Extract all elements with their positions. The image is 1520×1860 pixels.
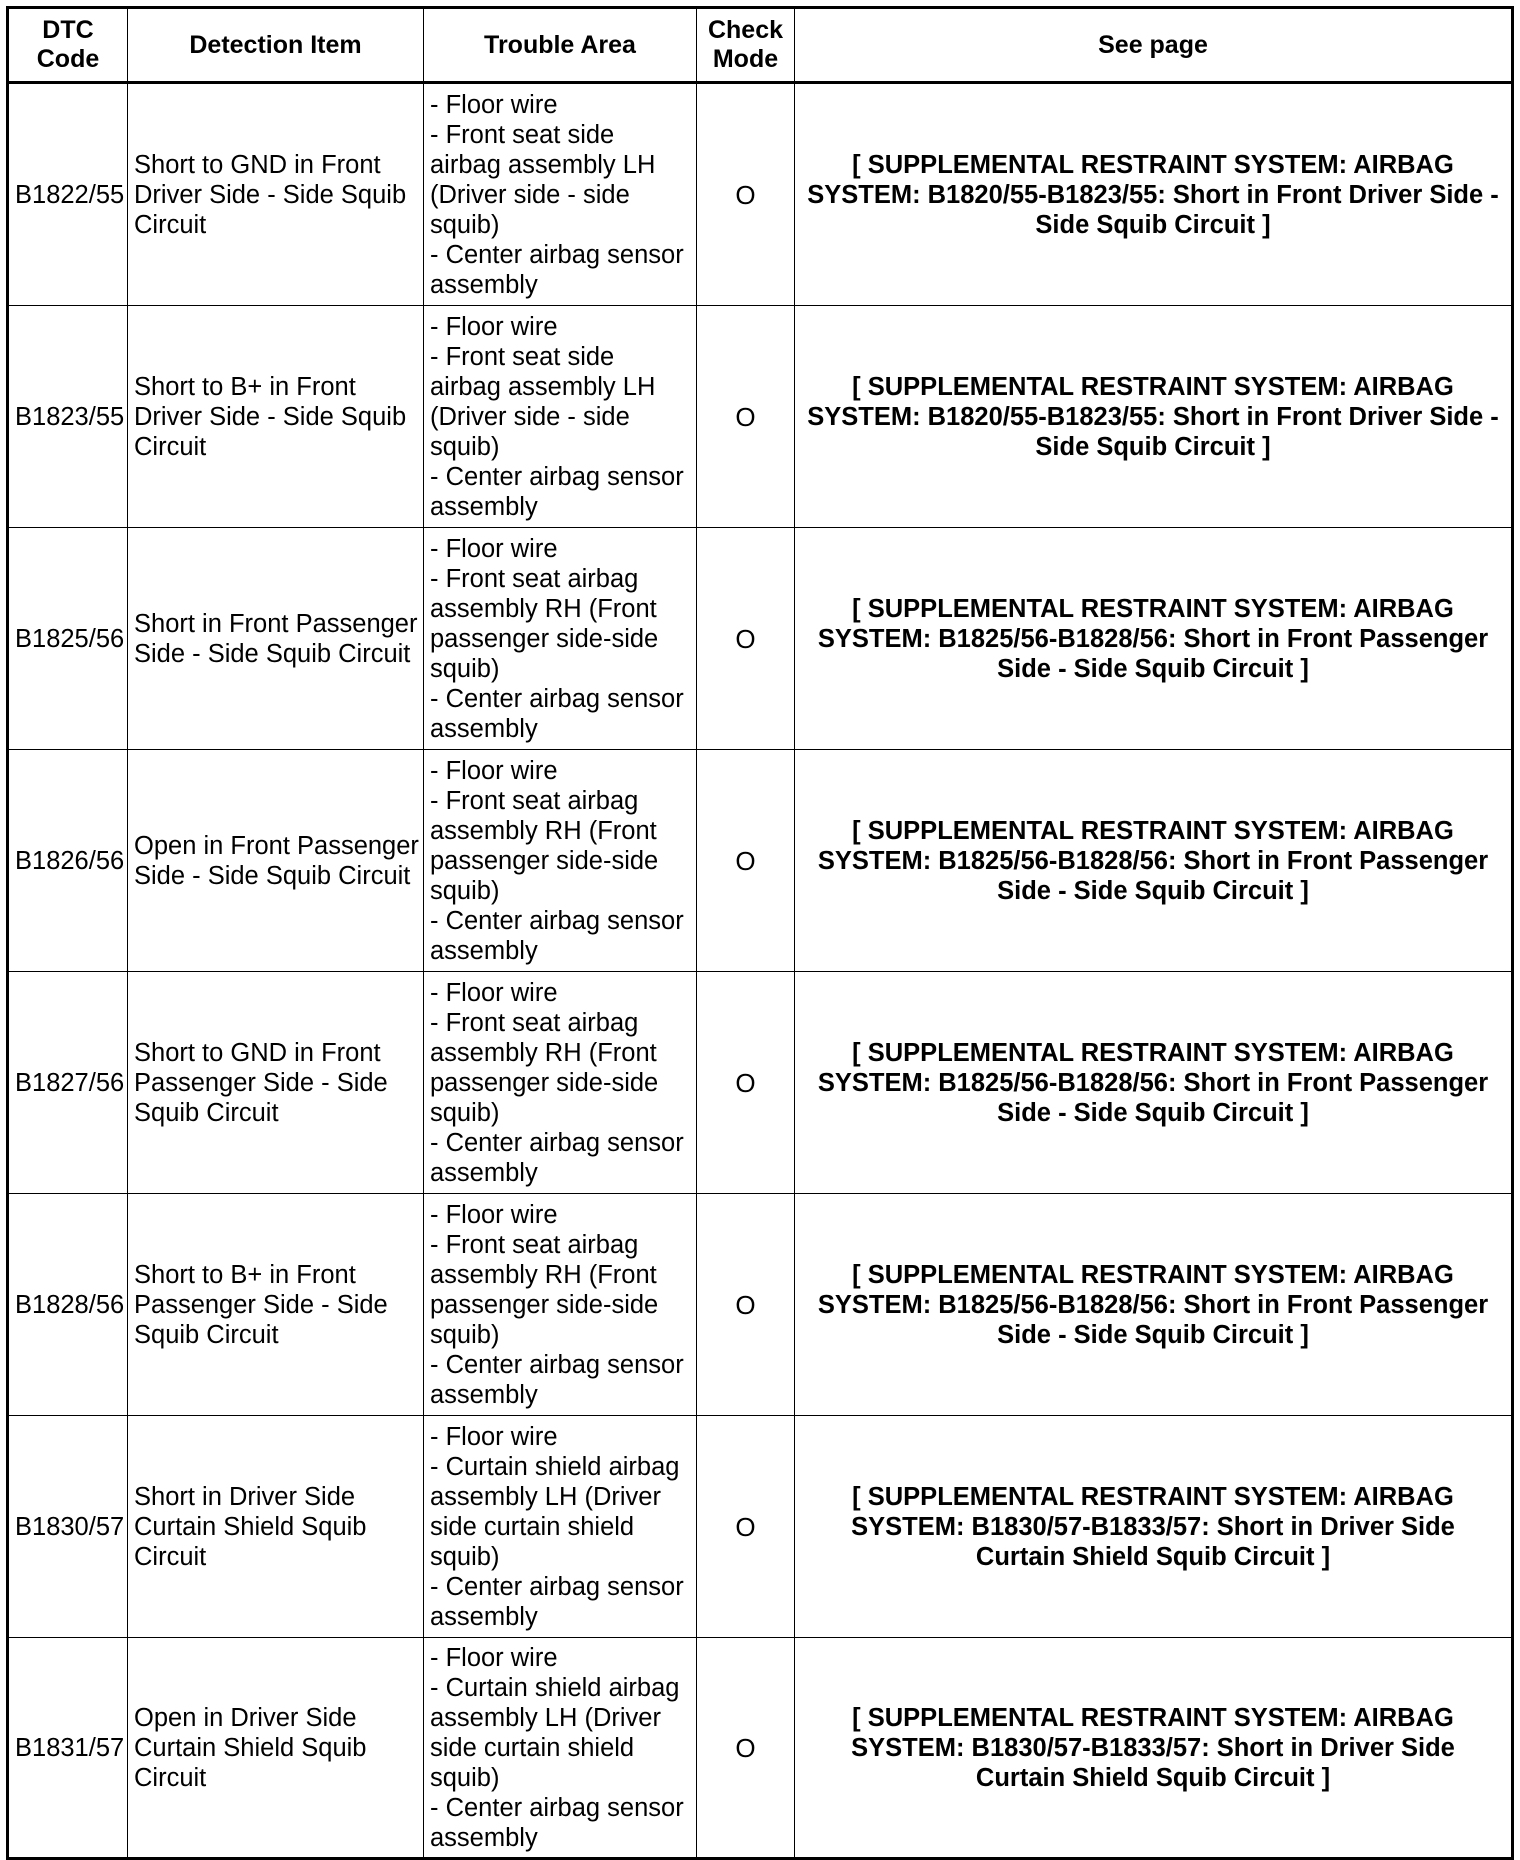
table-row <box>8 972 1513 1194</box>
table-row <box>8 528 1513 750</box>
table-row <box>8 83 1513 306</box>
dtc-code-cell: B1831/57 <box>8 1638 128 1859</box>
see-page-link[interactable]: [ SUPPLEMENTAL RESTRAINT SYSTEM: AIRBAG SYSTEM: B1825/56-B1828/56: Short in Front Passenger Side - Side Squib Circuit ] <box>795 750 1513 972</box>
trouble-area-cell: - Floor wire - Front seat airbag assembly RH (Front passenger side-side squib) - Center airbag sensor assembly <box>424 528 697 750</box>
table-row <box>8 306 1513 528</box>
detection-item-cell: Open in Front Passenger Side - Side Squib Circuit <box>128 750 424 972</box>
trouble-area-cell: - Floor wire - Front seat airbag assembly RH (Front passenger side-side squib) - Center airbag sensor assembly <box>424 750 697 972</box>
dtc-code-cell: B1825/56 <box>8 528 128 750</box>
detection-item-cell: Short to GND in Front Passenger Side - Side Squib Circuit <box>128 972 424 1194</box>
header-dtc-code: DTC Code <box>8 8 128 83</box>
header-trouble-area: Trouble Area <box>424 8 697 83</box>
check-mode-cell: O <box>697 1638 795 1859</box>
check-mode-cell: O <box>697 528 795 750</box>
trouble-area-cell: - Floor wire - Curtain shield airbag assembly LH (Driver side curtain shield squib) - Center airbag sensor assembly <box>424 1416 697 1638</box>
header-check-mode: Check Mode <box>697 8 795 83</box>
trouble-area-cell: - Floor wire - Front seat airbag assembly RH (Front passenger side-side squib) - Center airbag sensor assembly <box>424 1194 697 1416</box>
check-mode-cell: O <box>697 1194 795 1416</box>
table-row <box>8 1638 1513 1859</box>
check-mode-cell: O <box>697 306 795 528</box>
dtc-code-cell: B1823/55 <box>8 306 128 528</box>
header-see-page: See page <box>795 8 1513 83</box>
see-page-link[interactable]: [ SUPPLEMENTAL RESTRAINT SYSTEM: AIRBAG SYSTEM: B1830/57-B1833/57: Short in Driver Side Curtain Shield Squib Circuit ] <box>795 1416 1513 1638</box>
see-page-link[interactable]: [ SUPPLEMENTAL RESTRAINT SYSTEM: AIRBAG SYSTEM: B1830/57-B1833/57: Short in Driver Side Curtain Shield Squib Circuit ] <box>795 1638 1513 1859</box>
trouble-area-cell: - Floor wire - Front seat side airbag assembly LH (Driver side - side squib) - Center airbag sensor assembly <box>424 306 697 528</box>
table-row <box>8 750 1513 972</box>
dtc-code-cell: B1822/55 <box>8 83 128 306</box>
dtc-code-cell: B1830/57 <box>8 1416 128 1638</box>
trouble-area-cell: - Floor wire - Front seat side airbag assembly LH (Driver side - side squib) - Center airbag sensor assembly <box>424 83 697 306</box>
see-page-link[interactable]: [ SUPPLEMENTAL RESTRAINT SYSTEM: AIRBAG SYSTEM: B1825/56-B1828/56: Short in Front Passenger Side - Side Squib Circuit ] <box>795 972 1513 1194</box>
table-row <box>8 1416 1513 1638</box>
check-mode-cell: O <box>697 1416 795 1638</box>
see-page-link[interactable]: [ SUPPLEMENTAL RESTRAINT SYSTEM: AIRBAG SYSTEM: B1820/55-B1823/55: Short in Front Driver Side - Side Squib Circuit ] <box>795 306 1513 528</box>
see-page-link[interactable]: [ SUPPLEMENTAL RESTRAINT SYSTEM: AIRBAG SYSTEM: B1820/55-B1823/55: Short in Front Driver Side - Side Squib Circuit ] <box>795 83 1513 306</box>
detection-item-cell: Short in Front Passenger Side - Side Squib Circuit <box>128 528 424 750</box>
dtc-code-cell: B1827/56 <box>8 972 128 1194</box>
table-row <box>8 1194 1513 1416</box>
dtc-code-cell: B1826/56 <box>8 750 128 972</box>
trouble-area-cell: - Floor wire - Front seat airbag assembly RH (Front passenger side-side squib) - Center airbag sensor assembly <box>424 972 697 1194</box>
check-mode-cell: O <box>697 972 795 1194</box>
see-page-link[interactable]: [ SUPPLEMENTAL RESTRAINT SYSTEM: AIRBAG SYSTEM: B1825/56-B1828/56: Short in Front Passenger Side - Side Squib Circuit ] <box>795 528 1513 750</box>
trouble-area-cell: - Floor wire - Curtain shield airbag assembly LH (Driver side curtain shield squib) - Center airbag sensor assembly <box>424 1638 697 1859</box>
detection-item-cell: Open in Driver Side Curtain Shield Squib Circuit <box>128 1638 424 1859</box>
check-mode-cell: O <box>697 83 795 306</box>
dtc-code-cell: B1828/56 <box>8 1194 128 1416</box>
table-header-row <box>8 8 1513 83</box>
header-detection-item: Detection Item <box>128 8 424 83</box>
detection-item-cell: Short to GND in Front Driver Side - Side Squib Circuit <box>128 83 424 306</box>
see-page-link[interactable]: [ SUPPLEMENTAL RESTRAINT SYSTEM: AIRBAG SYSTEM: B1825/56-B1828/56: Short in Front Passenger Side - Side Squib Circuit ] <box>795 1194 1513 1416</box>
detection-item-cell: Short to B+ in Front Driver Side - Side Squib Circuit <box>128 306 424 528</box>
dtc-table <box>6 6 1514 1860</box>
check-mode-cell: O <box>697 750 795 972</box>
detection-item-cell: Short in Driver Side Curtain Shield Squib Circuit <box>128 1416 424 1638</box>
detection-item-cell: Short to B+ in Front Passenger Side - Side Squib Circuit <box>128 1194 424 1416</box>
